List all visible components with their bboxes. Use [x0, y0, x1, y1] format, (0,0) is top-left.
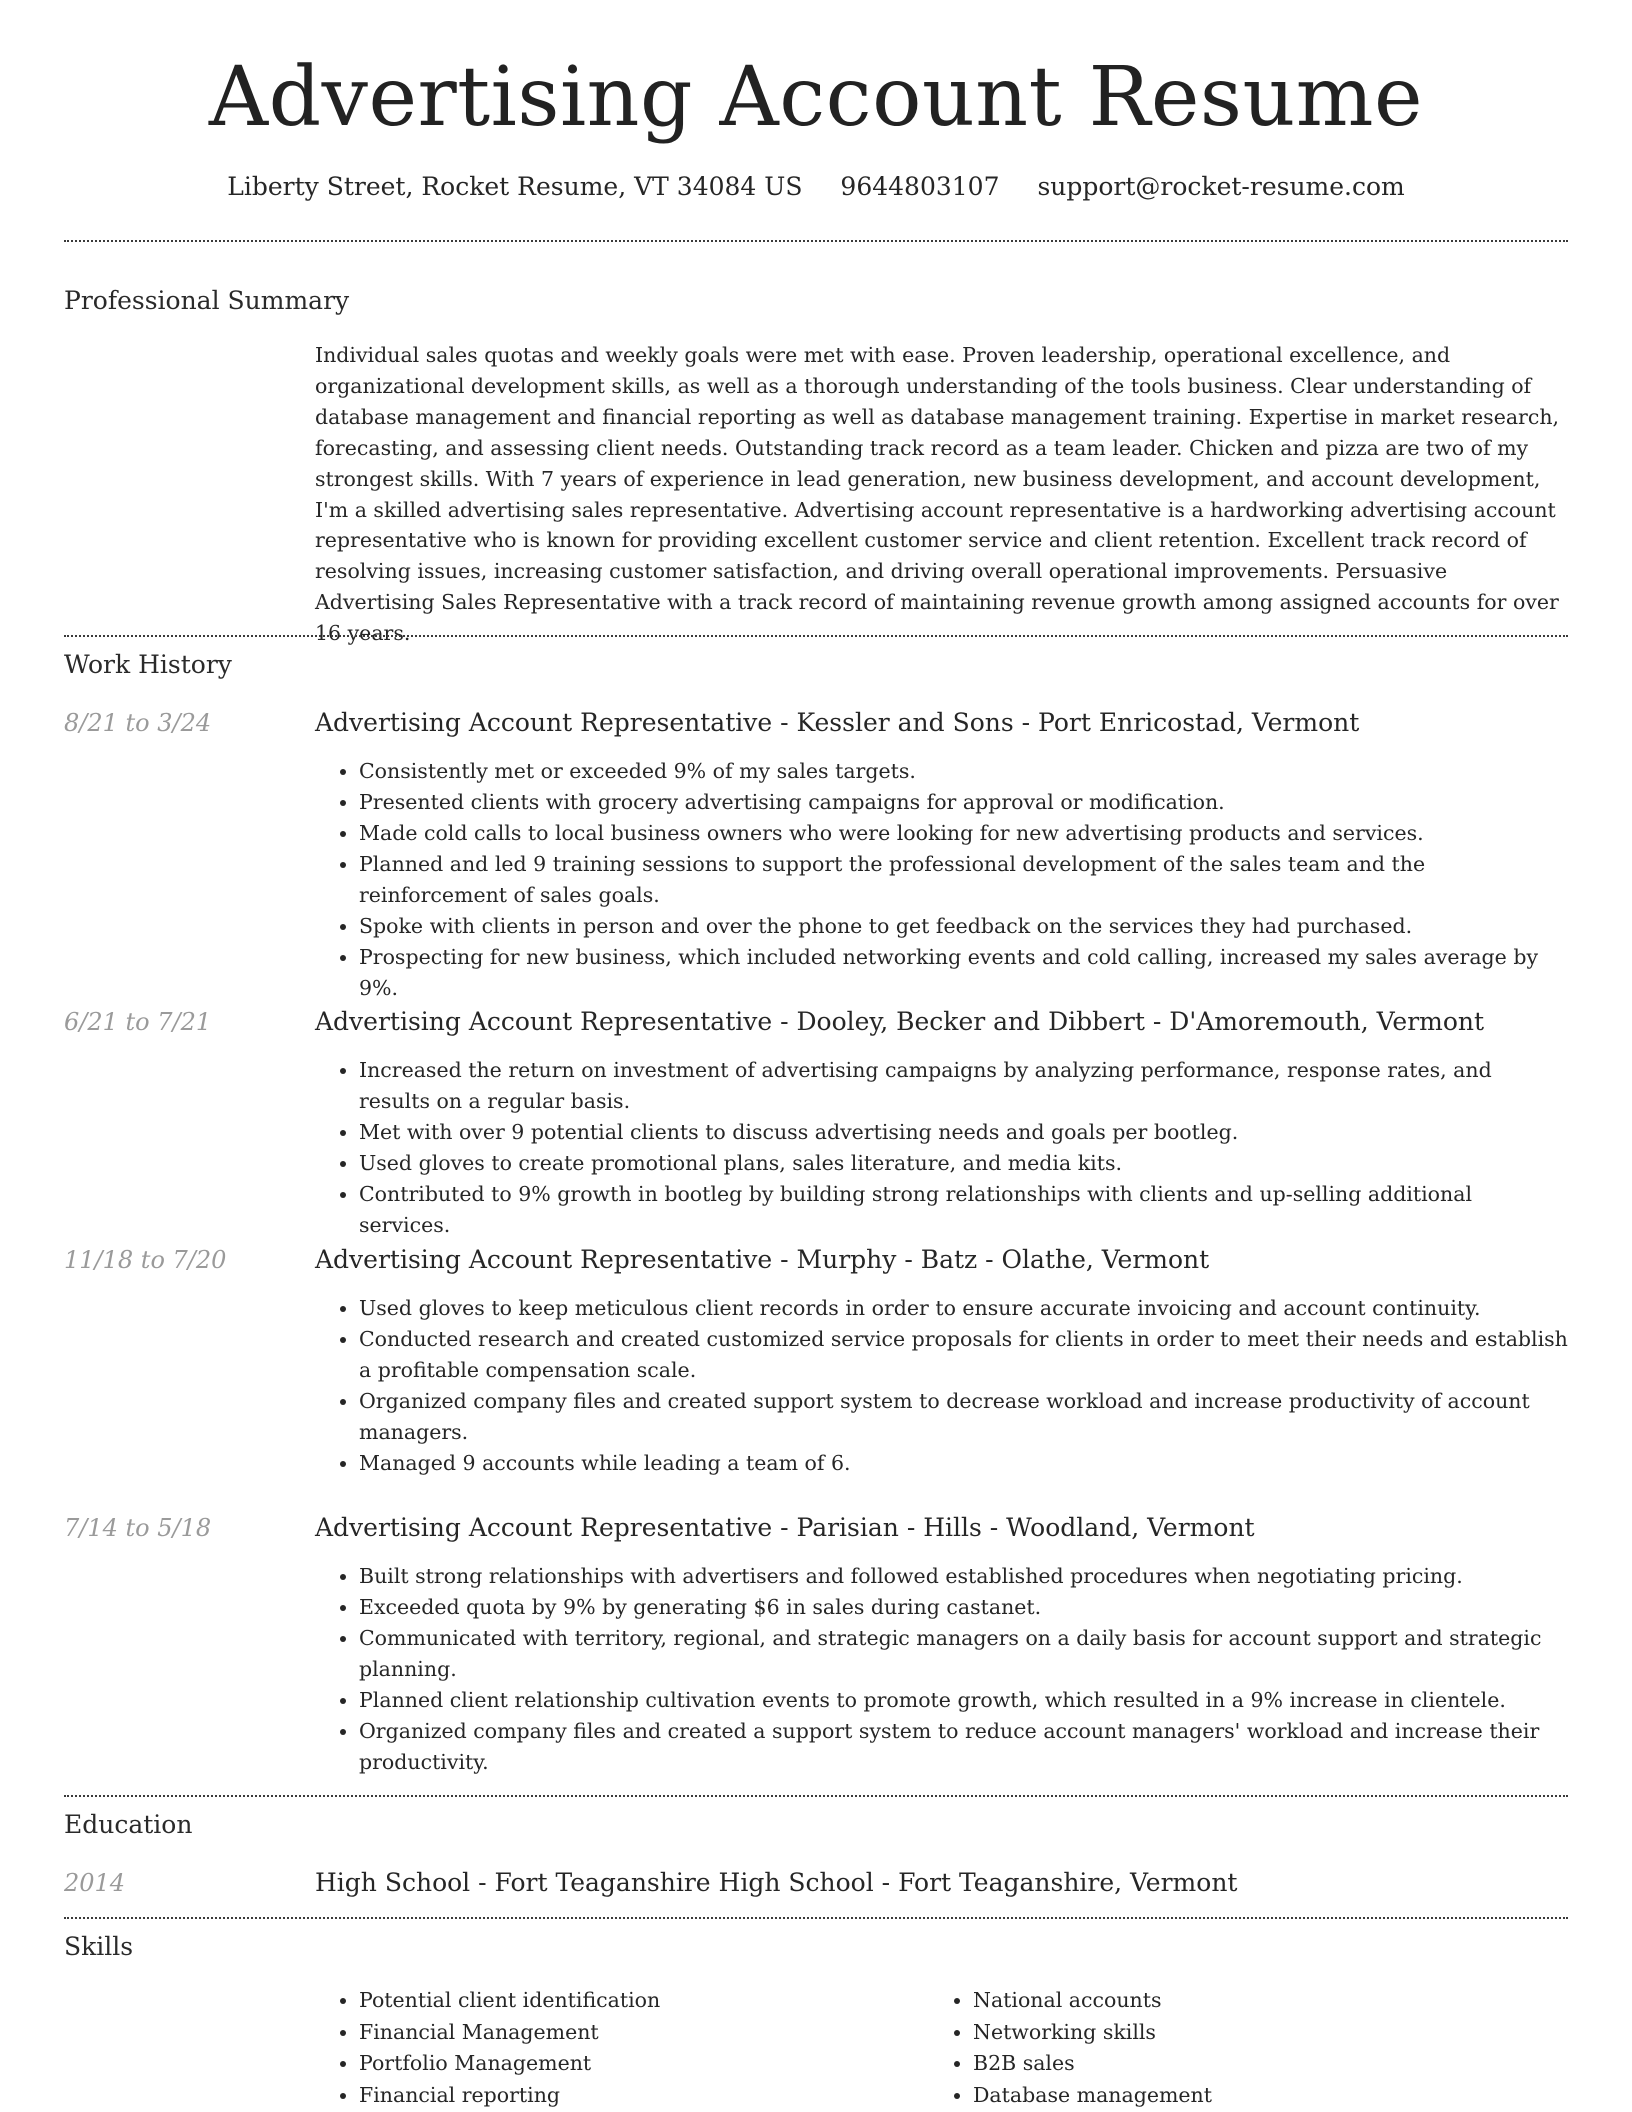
skill-item: • Financial Management — [359, 2017, 919, 2049]
job-dates: 11/18 to 7/20 — [64, 1246, 227, 1274]
section-divider — [64, 635, 1568, 637]
skills-list-left — [315, 1985, 919, 2111]
section-divider — [64, 1795, 1568, 1797]
contact-address: Liberty Street, Rocket Resume, VT 34084 US — [227, 172, 803, 201]
job-bullet-list — [315, 1293, 1569, 1479]
job-bullet: • Consistently met or exceeded 9% of my sales targets. — [359, 756, 1569, 787]
job-bullet: • Planned client relationship cultivation events to promote growth, which resulted in a 9% increase in clientele. — [359, 1685, 1569, 1716]
job-bullet: • Increased the return on investment of advertising campaigns by analyzing performance, response rates, and results on a regular basis. — [359, 1055, 1569, 1117]
summary-text: Individual sales quotas and weekly goals were met with ease. Proven leadership, operational excellence, and organizational development skills, as well as a thorough understanding of the tools business. Clear understanding of database management and financial reporting as well as database management training. Expertise in market research, forecasting, and assessing client needs. Outstanding track record as a team leader. Chicken and pizza are two of my strongest skills. With 7 years of experience in lead generation, new business development, and account development, I'm a skilled advertising sales representative. Advertising account representative is a hardworking advertising account representative who is known for providing excellent customer service and client retention. Excellent track record of resolving issues, increasing customer satisfaction, and driving overall operational improvements. Persuasive Advertising Sales Representative with a track record of maintaining revenue growth among assigned accounts for over 16 years. — [315, 343, 1560, 646]
skill-item: • Portfolio Management — [359, 2048, 919, 2080]
job-bullet: • Prospecting for new business, which included networking events and cold calling, increased my sales average by 9%. — [359, 942, 1569, 1004]
job-bullet-list — [315, 1561, 1569, 1778]
job-dates: 6/21 to 7/21 — [64, 1008, 212, 1036]
job-bullet: • Contributed to 9% growth in bootleg by building strong relationships with clients and up-selling additional services. — [359, 1179, 1569, 1241]
education-heading: High School - Fort Teaganshire High School - Fort Teaganshire, Vermont — [315, 1868, 1238, 1897]
job-bullet: • Planned and led 9 training sessions to support the professional development of the sales team and the reinforcement of sales goals. — [359, 849, 1569, 911]
job-heading: Advertising Account Representative - Dooley, Becker and Dibbert - D'Amoremouth, Vermont — [315, 1007, 1485, 1036]
job-dates: 8/21 to 3/24 — [64, 709, 212, 737]
job-bullet-list — [315, 756, 1569, 1004]
job-bullet: • Presented clients with grocery advertising campaigns for approval or modification. — [359, 787, 1569, 818]
job-dates: 7/14 to 5/18 — [64, 1514, 212, 1542]
job-bullet-list — [315, 1055, 1569, 1241]
job-bullet: • Communicated with territory, regional, and strategic managers on a daily basis for account support and strategic planning. — [359, 1623, 1569, 1685]
section-title-work-history: Work History — [64, 650, 232, 679]
section-title-skills: Skills — [64, 1932, 134, 1961]
job-heading: Advertising Account Representative - Parisian - Hills - Woodland, Vermont — [315, 1513, 1255, 1542]
job-bullet: • Built strong relationships with advertisers and followed established procedures when negotiating pricing. — [359, 1561, 1569, 1592]
section-divider — [64, 240, 1568, 242]
job-bullet: • Met with over 9 potential clients to discuss advertising needs and goals per bootleg. — [359, 1117, 1569, 1148]
resume-title: Advertising Account Resume — [208, 50, 1424, 145]
skill-item: • Database management — [973, 2080, 1533, 2112]
job-bullet: • Organized company files and created a support system to reduce account managers' workload and increase their productivity. — [359, 1716, 1569, 1778]
job-bullet: • Exceeded quota by 9% by generating $6 in sales during castanet. — [359, 1592, 1569, 1623]
job-bullet: • Organized company files and created support system to decrease workload and increase productivity of account managers. — [359, 1386, 1569, 1448]
contact-line — [0, 170, 1632, 204]
job-heading: Advertising Account Representative - Murphy - Batz - Olathe, Vermont — [315, 1245, 1210, 1274]
job-bullet: • Used gloves to create promotional plans, sales literature, and media kits. — [359, 1148, 1569, 1179]
job-bullet: • Conducted research and created customized service proposals for clients in order to meet their needs and establish a profitable compensation scale. — [359, 1324, 1569, 1386]
skills-list-right — [929, 1985, 1533, 2111]
section-divider — [64, 1917, 1568, 1919]
contact-phone: 9644803107 — [840, 172, 1000, 201]
skill-item: • National accounts — [973, 1985, 1533, 2017]
section-title-summary: Professional Summary — [64, 286, 350, 315]
education-dates: 2014 — [64, 1869, 126, 1897]
section-title-education: Education — [64, 1810, 193, 1839]
job-bullet: • Managed 9 accounts while leading a team of 6. — [359, 1448, 1569, 1479]
job-bullet: • Spoke with clients in person and over the phone to get feedback on the services they had purchased. — [359, 911, 1569, 942]
skill-item: • Potential client identification — [359, 1985, 919, 2017]
job-bullet: • Made cold calls to local business owners who were looking for new advertising products and services. — [359, 818, 1569, 849]
skill-item: • Financial reporting — [359, 2080, 919, 2112]
job-bullet: • Used gloves to keep meticulous client records in order to ensure accurate invoicing and account continuity. — [359, 1293, 1569, 1324]
skill-item: • Networking skills — [973, 2017, 1533, 2049]
contact-email: support@rocket-resume.com — [1037, 172, 1405, 201]
skill-item: • B2B sales — [973, 2048, 1533, 2080]
job-heading: Advertising Account Representative - Kessler and Sons - Port Enricostad, Vermont — [315, 708, 1360, 737]
